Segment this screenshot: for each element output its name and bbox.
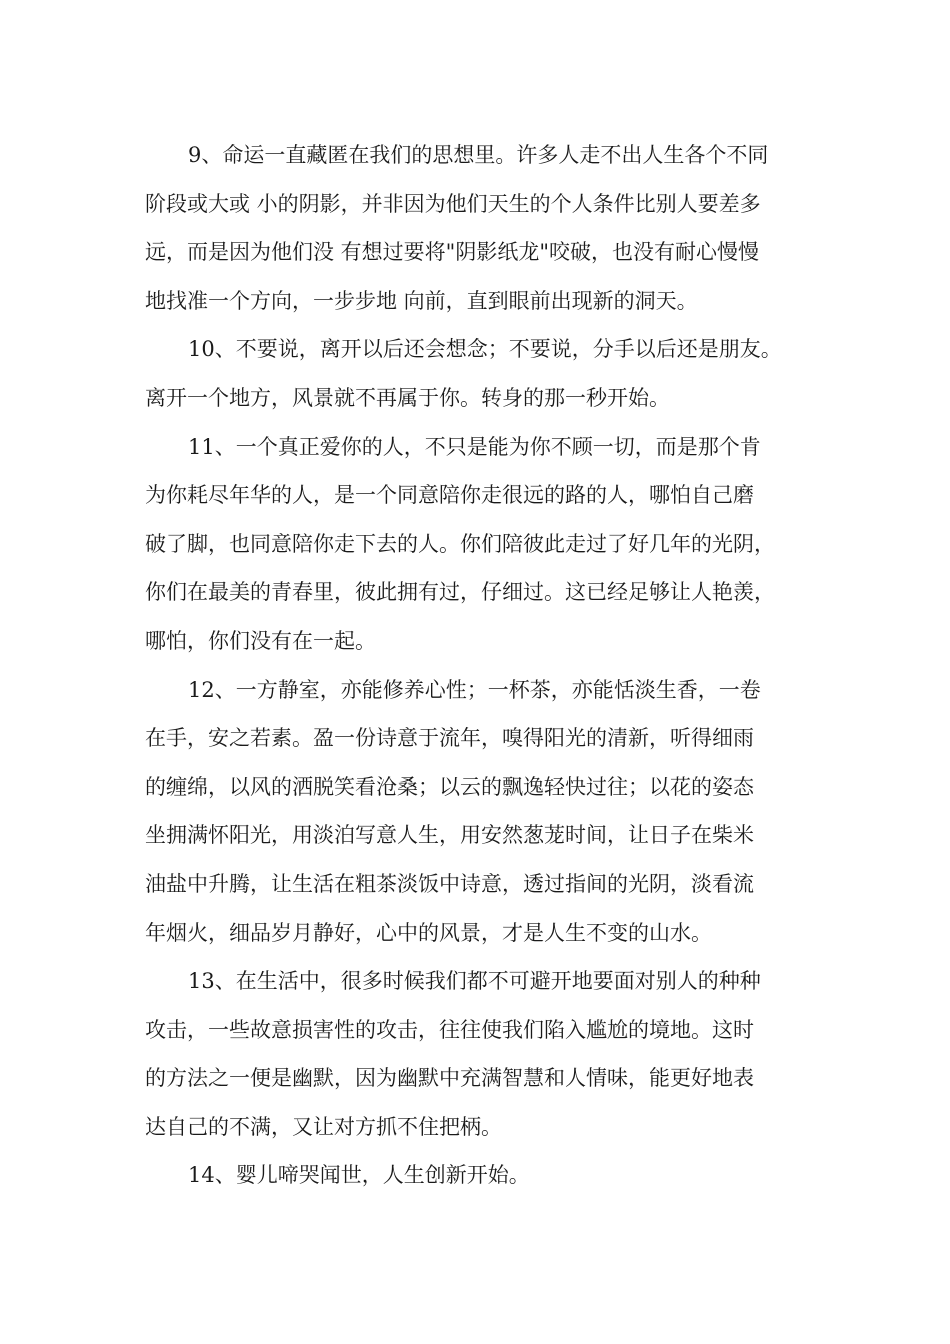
paragraph-14 — [145, 1151, 817, 1200]
text-line: 哪怕，你们没有在一起。 — [145, 628, 376, 653]
text-line: 远，而是因为他们没 有想过要将"阴影纸龙"咬破，也没有耐心慢慢 — [145, 240, 759, 265]
text-line: 破了脚，也同意陪你走下去的人。你们陪彼此走过了好几年的光阴， — [145, 531, 775, 556]
text-line: 你们在最美的青春里，彼此拥有过，仔细过。这已经足够让人艳羡， — [145, 580, 775, 605]
text-line: 13、在生活中，很多时候我们都不可避开地要面对别人的种种 — [188, 969, 761, 994]
text-line: 14、婴儿啼哭闻世，人生创新开始。 — [188, 1163, 530, 1188]
document-body — [145, 131, 817, 1200]
text-line: 地找准一个方向，一步步地 向前，直到眼前出现新的洞天。 — [145, 288, 698, 313]
paragraph-11 — [145, 423, 817, 666]
text-line: 11、一个真正爱你的人，不只是能为你不顾一切，而是那个肯 — [188, 434, 761, 459]
paragraph-10 — [145, 325, 817, 422]
text-line: 10、不要说，离开以后还会想念；不要说，分手以后还是朋友。 — [188, 337, 782, 362]
text-line: 在手，安之若素。盈一份诗意于流年，嗅得阳光的清新，听得细雨 — [145, 726, 754, 751]
text-line: 离开一个地方，风景就不再属于你。转身的那一秒开始。 — [145, 385, 670, 410]
text-line: 9、命运一直藏匿在我们的思想里。许多人走不出人生各个不同 — [188, 143, 769, 167]
text-line: 的缠绵，以风的洒脱笑看沧桑；以云的飘逸轻快过往；以花的姿态 — [145, 774, 754, 799]
text-line: 为你耗尽年华的人，是一个同意陪你走很远的路的人，哪怕自己磨 — [145, 483, 754, 508]
text-line: 的方法之一便是幽默，因为幽默中充满智慧和人情味，能更好地表 — [145, 1066, 754, 1091]
paragraph-9 — [145, 131, 817, 325]
text-line: 阶段或大或 小的阴影，并非因为他们天生的个人条件比别人要差多 — [145, 191, 761, 216]
text-line: 达自己的不满，又让对方抓不住把柄。 — [145, 1114, 502, 1139]
text-line: 坐拥满怀阳光，用淡泊写意人生，用安然葱茏时间，让日子在柴米 — [145, 823, 754, 848]
text-line: 攻击，一些故意损害性的攻击，往往使我们陷入尴尬的境地。这时 — [145, 1017, 754, 1042]
text-line: 12、一方静室，亦能修养心性；一杯茶，亦能恬淡生香，一卷 — [188, 677, 761, 702]
paragraph-13 — [145, 957, 817, 1151]
text-line: 年烟火，细品岁月静好，心中的风景，才是人生不变的山水。 — [145, 920, 712, 945]
paragraph-12 — [145, 666, 817, 958]
text-line: 油盐中升腾，让生活在粗茶淡饭中诗意，透过指间的光阴，淡看流 — [145, 871, 754, 896]
